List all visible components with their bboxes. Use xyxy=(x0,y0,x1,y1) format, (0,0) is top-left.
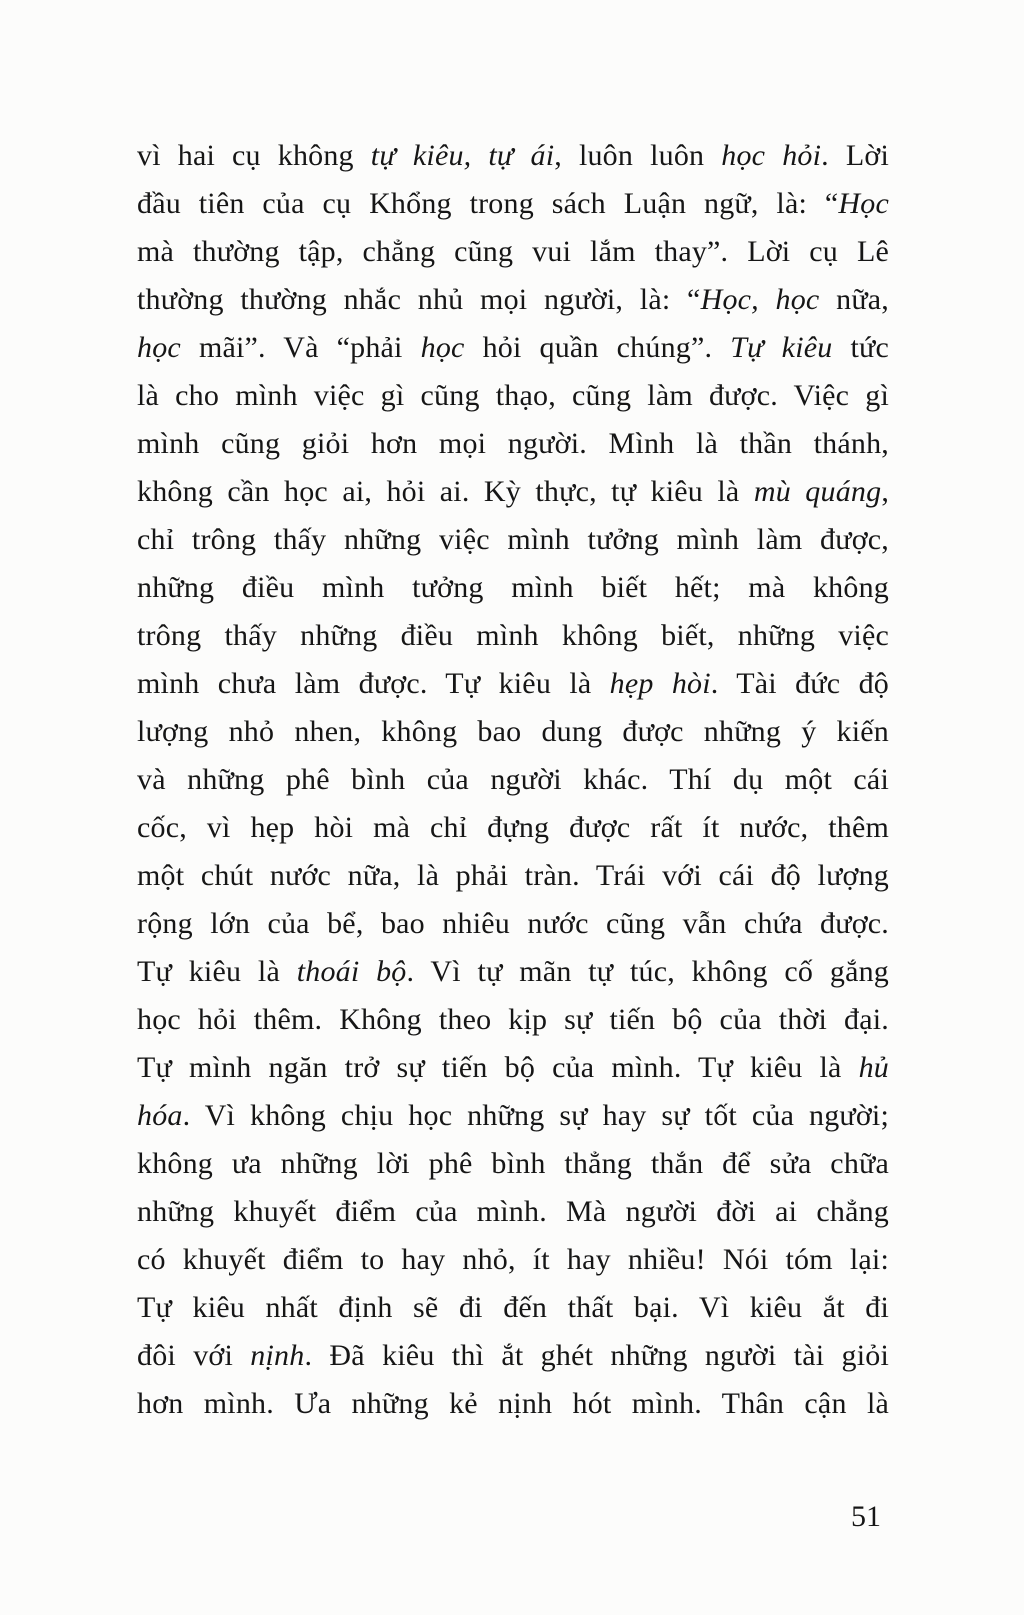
italic-text-segment: tự kiêu, tự ái xyxy=(370,139,555,172)
text-segment: Tự kiêu nhất định sẽ đi đến thất bại. Vì kiêu ắt đi xyxy=(137,1291,889,1324)
text-line xyxy=(137,708,889,756)
italic-text-segment: học hỏi xyxy=(721,139,822,172)
text-segment: nữa, xyxy=(819,283,889,316)
text-segment: cốc, vì hẹp hòi mà chỉ đựng được rất ít nước, thêm xyxy=(137,811,889,844)
italic-text-segment: học xyxy=(420,331,465,364)
text-segment: đầu tiên của cụ Khổng trong sách Luận ngữ, là: “ xyxy=(137,187,839,220)
text-segment: . Vì không chịu học những sự hay sự tốt của người; xyxy=(182,1099,889,1132)
text-segment: . Vì tự mãn tự túc, không cố gắng xyxy=(406,955,889,988)
text-line xyxy=(137,1236,889,1284)
text-line xyxy=(137,468,889,516)
italic-text-segment: hóa xyxy=(137,1099,183,1132)
text-line xyxy=(137,372,889,420)
text-segment: học hỏi thêm. Không theo kịp sự tiến bộ của thời đại. xyxy=(137,1003,889,1036)
text-segment: . Đã kiêu thì ắt ghét những người tài giỏi xyxy=(304,1339,889,1372)
text-line xyxy=(137,180,889,228)
text-line xyxy=(137,276,889,324)
text-line xyxy=(137,1092,889,1140)
text-segment: là cho mình việc gì cũng thạo, cũng làm được. Việc gì xyxy=(137,379,889,412)
text-segment: trông thấy những điều mình không biết, những việc xyxy=(137,619,889,652)
text-line xyxy=(137,516,889,564)
text-segment: mình chưa làm được. Tự kiêu là xyxy=(137,667,610,700)
text-segment: lượng nhỏ nhen, không bao dung được những ý kiến xyxy=(137,715,889,748)
text-segment: những khuyết điểm của mình. Mà người đời ai chẳng xyxy=(137,1195,889,1228)
text-segment: , luôn luôn xyxy=(554,139,722,172)
italic-text-segment: Học xyxy=(838,187,889,220)
text-segment: không ưa những lời phê bình thẳng thắn để sửa chữa xyxy=(137,1147,889,1180)
italic-text-segment: học xyxy=(137,331,181,364)
text-line xyxy=(137,1044,889,1092)
text-segment: và những phê bình của người khác. Thí dụ một cái xyxy=(137,763,889,796)
text-line xyxy=(137,1140,889,1188)
text-line xyxy=(137,852,889,900)
italic-text-segment: Học, học xyxy=(700,283,820,316)
text-segment: không cần học ai, hỏi ai. Kỳ thực, tự kiêu là xyxy=(137,475,754,508)
text-segment: hơn mình. Ưa những kẻ nịnh hót mình. Thân cận là xyxy=(137,1387,889,1420)
text-line xyxy=(137,756,889,804)
text-segment: mình cũng giỏi hơn mọi người. Mình là thần thánh, xyxy=(137,427,889,460)
text-line xyxy=(137,324,889,372)
text-segment: . Tài đức độ xyxy=(710,667,889,700)
page-number: 51 xyxy=(851,1500,881,1533)
text-line xyxy=(137,660,889,708)
text-segment: rộng lớn của bể, bao nhiêu nước cũng vẫn chứa được. xyxy=(137,907,889,940)
text-line xyxy=(137,1188,889,1236)
text-line xyxy=(137,420,889,468)
text-segment: Tự kiêu là xyxy=(137,955,297,988)
text-segment: . Lời xyxy=(821,139,889,172)
body-text xyxy=(137,0,889,1428)
text-segment: hỏi quần chúng”. xyxy=(464,331,731,364)
text-segment: đôi với xyxy=(137,1339,251,1372)
text-segment: vì hai cụ không xyxy=(137,139,371,172)
text-line xyxy=(137,1332,889,1380)
text-line xyxy=(137,996,889,1044)
text-segment: tức xyxy=(832,331,890,364)
text-line xyxy=(137,804,889,852)
text-line xyxy=(137,1380,889,1428)
italic-text-segment: Tự kiêu xyxy=(730,331,833,364)
italic-text-segment: mù quáng xyxy=(753,475,882,508)
text-segment: , xyxy=(881,475,890,508)
italic-text-segment: hẹp hòi xyxy=(609,667,711,700)
text-segment: mãi”. Và “phải xyxy=(180,331,421,364)
text-segment: Tự mình ngăn trở sự tiến bộ của mình. Tự kiêu là xyxy=(137,1051,859,1084)
italic-text-segment: nịnh xyxy=(250,1339,305,1372)
text-line xyxy=(137,132,889,180)
text-segment: có khuyết điểm to hay nhỏ, ít hay nhiều! Nói tóm lại: xyxy=(137,1243,889,1276)
text-line xyxy=(137,612,889,660)
text-line xyxy=(137,564,889,612)
italic-text-segment: thoái bộ xyxy=(296,955,407,988)
text-line xyxy=(137,900,889,948)
text-line xyxy=(137,1284,889,1332)
text-line xyxy=(137,228,889,276)
text-segment: những điều mình tưởng mình biết hết; mà không xyxy=(137,571,889,604)
text-segment: chỉ trông thấy những việc mình tưởng mình làm được, xyxy=(137,523,889,556)
text-segment: thường thường nhắc nhủ mọi người, là: “ xyxy=(137,283,701,316)
text-segment: một chút nước nữa, là phải tràn. Trái với cái độ lượng xyxy=(137,859,889,892)
text-segment: mà thường tập, chẳng cũng vui lắm thay”. Lời cụ Lê xyxy=(137,235,889,268)
italic-text-segment: hủ xyxy=(858,1051,889,1084)
text-line xyxy=(137,948,889,996)
